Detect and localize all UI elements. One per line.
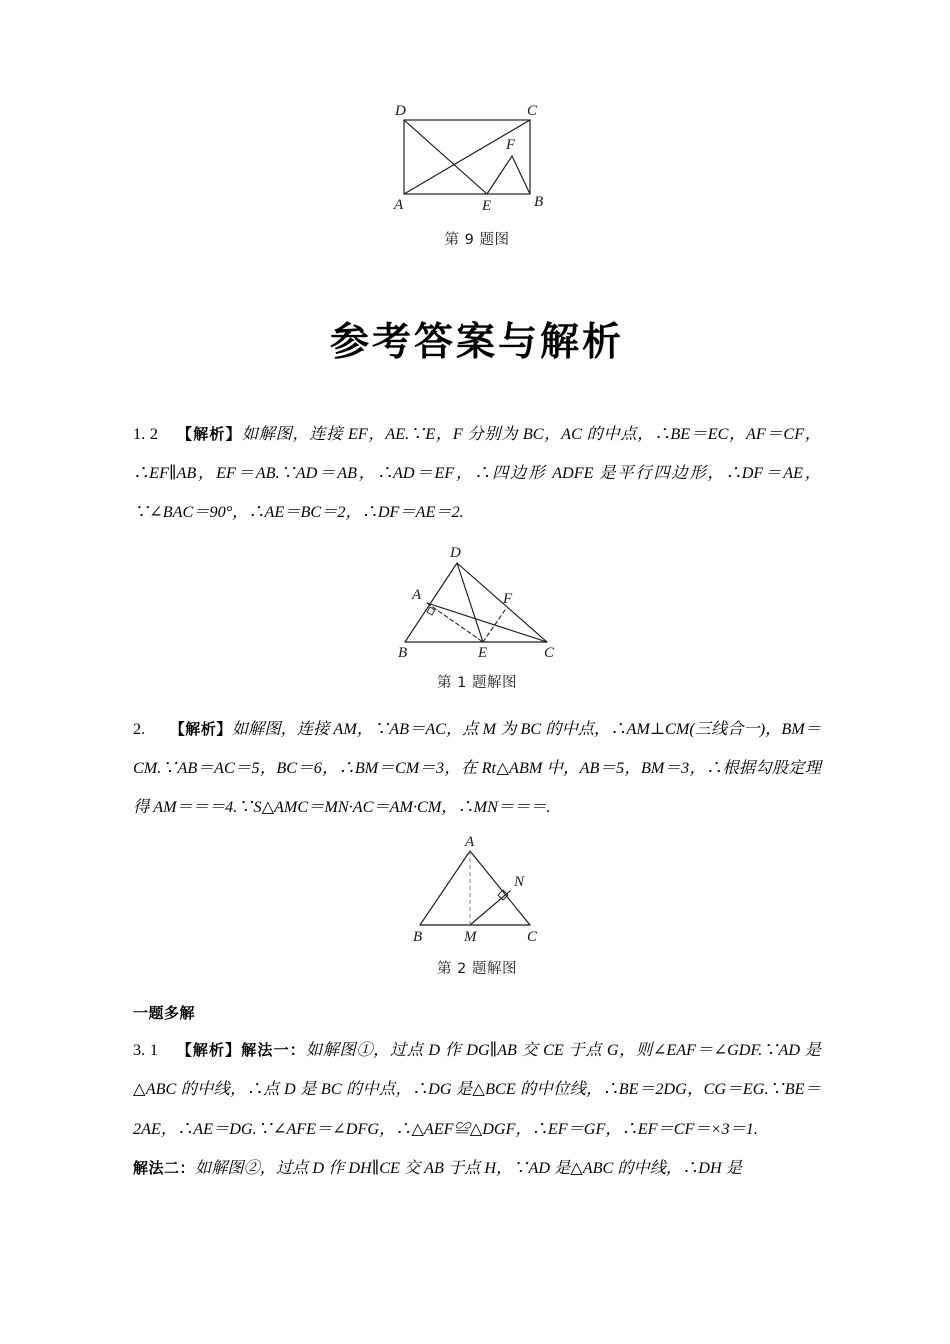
vertex-label-B: B: [534, 194, 544, 210]
answer-3-method-2-text: 如解图②，过点 D 作 DH∥CE 交 AB 于点 H，∵AD 是△ABC 的中线，∴DH 是: [195, 1158, 742, 1177]
vertex-label-B: B: [398, 644, 408, 659]
figure-1-caption: 第 1 题解图: [437, 674, 517, 691]
vertex-label-F: F: [503, 590, 513, 607]
vertex-label-F: F: [506, 137, 516, 153]
answer-1-tag: 【解析】: [177, 425, 242, 443]
figure-solution-1: [133, 541, 821, 659]
vertex-label-B: B: [413, 929, 423, 946]
vertex-label-E: E: [478, 644, 488, 659]
answer-3-method-1-text: 如解图①，过点 D 作 DG∥AB 交 CE 于点 G，则∠EAF＝∠GDF.∵AD 是△ABC 的中线，∴点 D 是 BC 的中点，∴DG 是△BCE 的中位线，∴BE＝2DG，CG＝EG.∵BE＝2AE，∴AE＝DG.∵∠AFE＝∠DFG，∴△AEF≌△DGF，∴EF＝GF，∴EF＝CF＝×3＝1.: [133, 1041, 821, 1138]
figure-solution-2: [133, 833, 821, 945]
figure-2-caption: 第 2 题解图: [437, 961, 517, 978]
answer-2-tag: 【解析】: [169, 719, 232, 738]
answer-item-1: [133, 415, 821, 533]
answer-3-method-2: [133, 1149, 821, 1188]
page-content: [133, 0, 821, 1188]
vertex-label-C: C: [527, 103, 538, 119]
multi-solution-heading: 一题多解: [133, 1004, 196, 1023]
answer-2-number: 2.: [133, 719, 146, 738]
answer-item-3: [133, 1031, 821, 1149]
figure-problem-9: [133, 102, 821, 214]
answer-3-number: 3. 1: [133, 1041, 158, 1060]
vertex-label-N: N: [514, 874, 525, 891]
vertex-label-A: A: [412, 586, 422, 603]
answer-3-method-2-label: 解法二：: [133, 1158, 196, 1177]
vertex-label-M: M: [464, 929, 477, 946]
answer-1-text: 如解图，连接 EF，AE.∵E，F 分别为 BC，AC 的中点，∴BE＝EC，AF＝CF，∴EF∥AB，EF＝AB.∵AD＝AB，∴AD＝EF，∴四边形 ADFE 是平行四边形，∴DF＝AE，∵∠BAC＝90°，∴AE＝BC＝2，∴DF＝AE＝2.: [133, 425, 821, 522]
answer-1-number: 1. 2: [133, 425, 158, 443]
figure-2-drawing: [402, 833, 552, 945]
answer-3-tag: 【解析】: [176, 1041, 242, 1060]
vertex-label-D: D: [395, 103, 406, 119]
answer-2-text: 如解图，连接 AM，∵AB＝AC，点 M 为 BC 的中点，∴AM⊥CM(三线合一)，BM＝CM.∵AB＝AC＝5，BC＝6，∴BM＝CM＝3，在 Rt△ABM 中，AB＝5，BM＝3，∴根据勾股定理得 AM＝＝＝4.∵S△AMC＝MN·AC＝AM·CM，∴MN＝＝＝.: [133, 719, 821, 817]
figure-9-drawing: [382, 102, 572, 214]
answer-3-method-1-label: 解法一：: [241, 1041, 306, 1060]
vertex-label-D: D: [450, 544, 461, 561]
page-title: 参考答案与解析: [329, 320, 624, 365]
figure-1-drawing: [387, 541, 567, 659]
answer-item-2: [133, 710, 821, 828]
vertex-label-A: A: [465, 834, 475, 851]
vertex-label-C: C: [527, 929, 538, 946]
figure-9-caption: 第 9 题图: [444, 232, 510, 248]
vertex-label-A: A: [394, 197, 404, 213]
vertex-label-C: C: [544, 644, 555, 659]
vertex-label-E: E: [482, 198, 492, 214]
